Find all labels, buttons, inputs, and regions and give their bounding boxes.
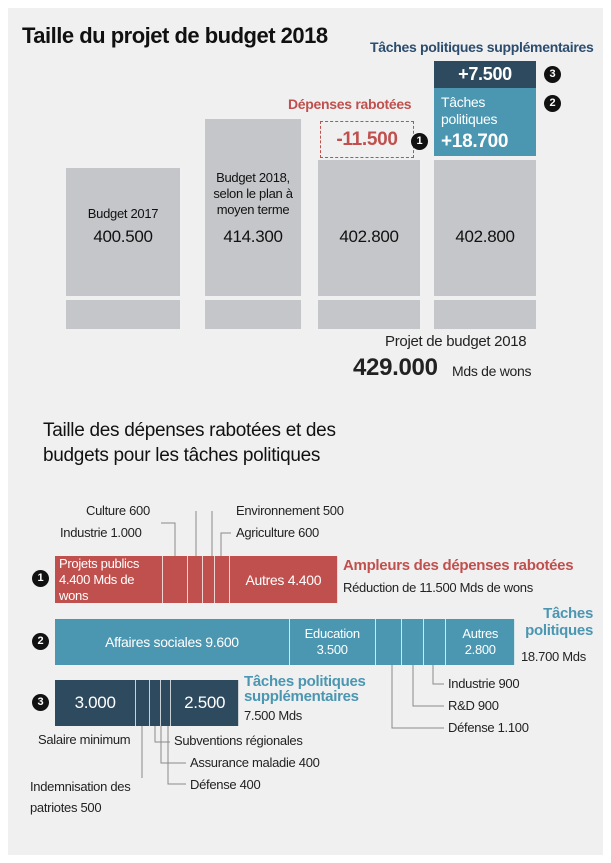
seg-label-environnement: Environnement 500 — [236, 503, 344, 518]
seg-label-defense: Défense 400 — [190, 777, 261, 792]
number-marker-2: 2 — [544, 95, 561, 112]
segment-agriculture — [215, 556, 230, 603]
segment-label: 4.400 Mds de wons — [59, 571, 135, 603]
segment-culture — [188, 556, 203, 603]
segment-r-d — [402, 619, 424, 665]
segment-label: 2.800 — [464, 642, 496, 657]
section-subtitle: Taille des dépenses rabotées et des budgets pour les tâches politiques — [43, 420, 336, 466]
seg-label-indemnisation: Indemnisation des patriotes 500 — [30, 779, 131, 815]
segment-environnement — [203, 556, 215, 603]
segment-industrie — [424, 619, 446, 665]
seg-label-rd: R&D 900 — [448, 698, 499, 713]
total-value: 429.000 — [353, 354, 438, 381]
segment-label: 3.000 — [74, 693, 116, 712]
number-marker-1: 1 — [32, 570, 49, 587]
segment-autres — [230, 556, 338, 603]
bar-label: Budget 2018, selon le plan à moyen terme — [213, 170, 293, 217]
number-marker-3: 3 — [32, 694, 49, 711]
segment-education — [290, 619, 376, 665]
tasks-value: +18.700 — [441, 131, 509, 152]
bar-value: 402.800 — [339, 227, 399, 246]
segment-industrie — [163, 556, 188, 603]
bar-label: Budget 2017 — [87, 206, 159, 221]
segment-indemnisation-des-patriotes — [136, 680, 150, 726]
segment-d-fense — [376, 619, 403, 665]
number-marker-1: 1 — [411, 133, 428, 150]
bar-value: 402.800 — [455, 227, 515, 246]
segment-label: Autres 4.400 — [245, 571, 322, 588]
extra-value: +7.500 — [458, 64, 512, 84]
cut-title: Dépenses rabotées — [288, 96, 412, 112]
seg-label-assurance: Assurance maladie 400 — [190, 755, 320, 770]
series-total: 18.700 Mds — [521, 649, 586, 664]
segment-autres — [446, 619, 515, 665]
tasks-bar — [55, 619, 515, 665]
seg-label-industrie: Industrie 900 — [448, 676, 520, 691]
extra-bar — [55, 680, 239, 726]
seg-label-agriculture: Agriculture 600 — [236, 525, 319, 540]
seg-label-industrie: Industrie 1.000 — [60, 525, 142, 540]
tasks-title: Tâches politiques — [441, 94, 498, 127]
segment-label: Education — [304, 626, 360, 641]
number-marker-3: 3 — [544, 66, 561, 83]
total-label: Projet de budget 2018 — [385, 333, 527, 350]
series-total: Réduction de 11.500 Mds de wons — [343, 580, 533, 595]
seg-label-culture: Culture 600 — [86, 503, 150, 518]
segment-salaire-minimum — [55, 680, 136, 726]
number-marker-2: 2 — [32, 633, 49, 650]
segment-autres — [171, 680, 239, 726]
cut-value: -11.500 — [336, 129, 398, 150]
total-unit: Mds de wons — [452, 363, 532, 379]
series-name: Tâches politiques supplémentaires — [244, 673, 366, 705]
segment-label: Affaires sociales 9.600 — [105, 634, 239, 650]
segment-assurance-maladie — [150, 680, 161, 726]
cuts-bar — [55, 556, 338, 603]
segment-projets-publics — [55, 556, 163, 603]
series-total: 7.500 Mds — [244, 708, 303, 723]
segment-d-fense — [161, 680, 172, 726]
series-name: Ampleurs des dépenses rabotées — [343, 557, 574, 574]
series-name: Tâches politiques — [525, 605, 593, 639]
segment-label: 2.500 — [184, 693, 226, 712]
segment-label: Projets publics — [59, 555, 140, 571]
segment-label: 3.500 — [316, 642, 348, 657]
segment-affaires-sociales — [55, 619, 290, 665]
seg-label-subventions: Subventions régionales — [174, 733, 303, 748]
bar-value: 400.500 — [93, 227, 153, 246]
bar-value: 414.300 — [223, 227, 283, 246]
seg-label-defense: Défense 1.100 — [448, 720, 529, 735]
segment-label: Autres — [462, 626, 499, 641]
extra-title: Tâches politiques supplémentaires — [370, 39, 594, 55]
seg-label-salaire: Salaire minimum — [38, 732, 131, 747]
chart-title: Taille du projet de budget 2018 — [22, 23, 328, 48]
